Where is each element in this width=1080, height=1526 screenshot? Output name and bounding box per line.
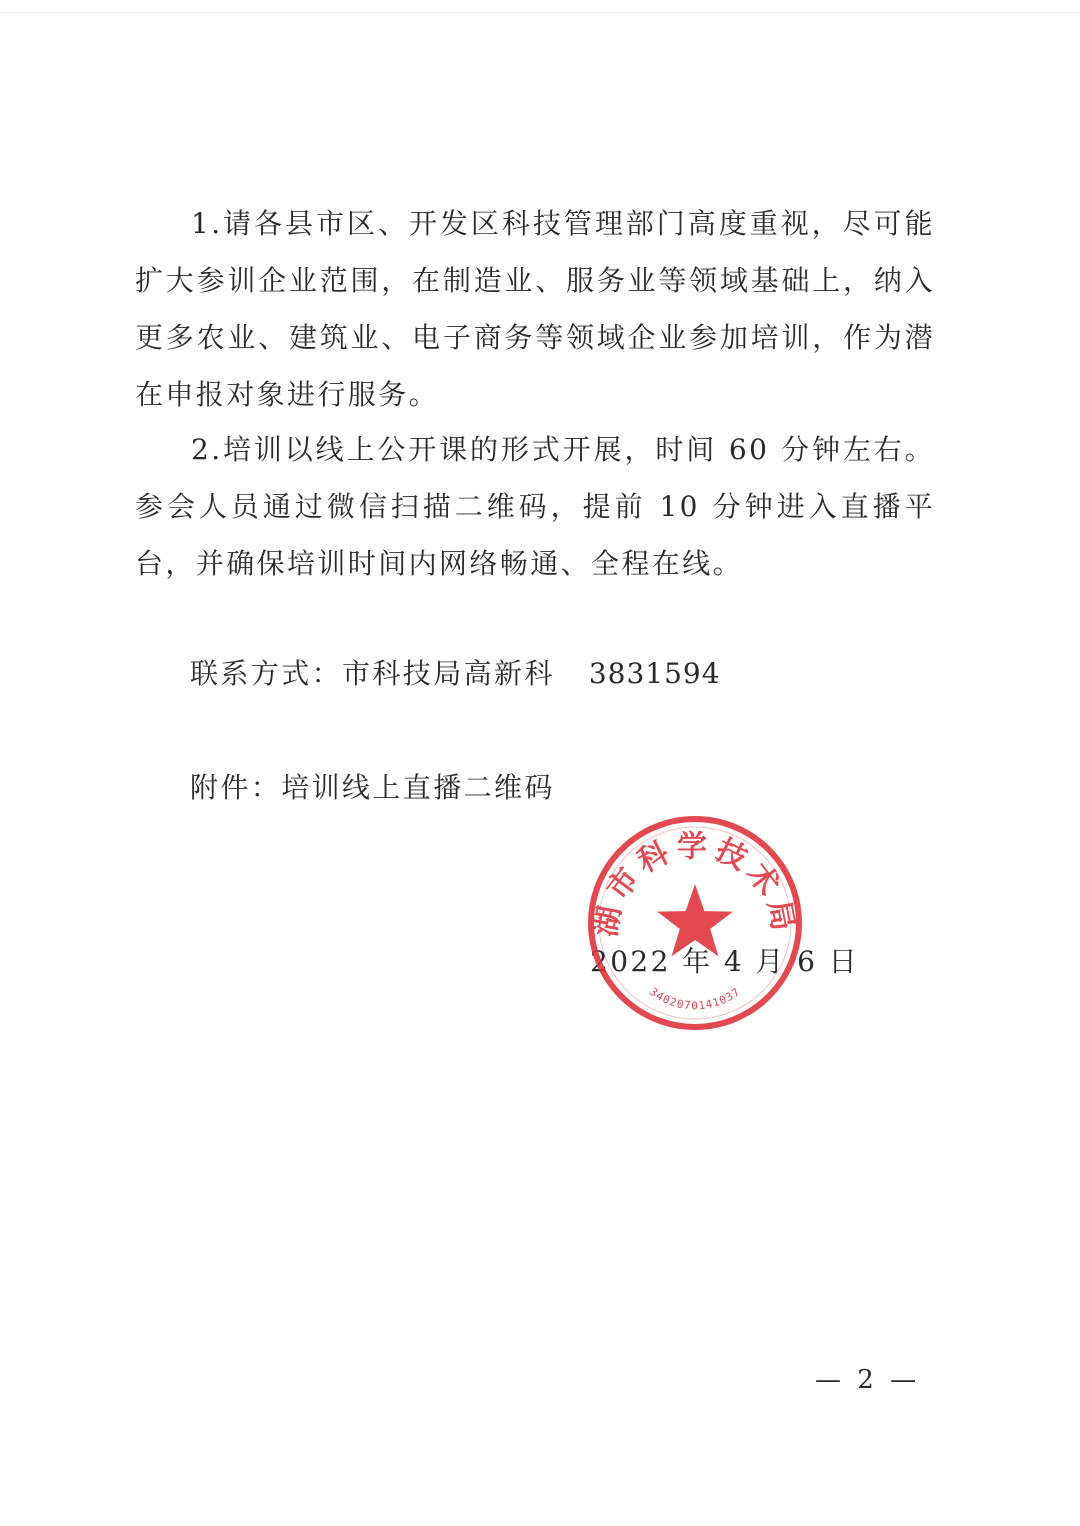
paragraph-2: 2.培训以线上公开课的形式开展，时间 60 分钟左右。参会人员通过微信扫描二维码，提前 10 分钟进入直播平台，并确保培训时间内网络畅通、全程在线。 bbox=[135, 433, 935, 580]
contact-phone: 3831594 bbox=[588, 657, 721, 690]
official-seal bbox=[584, 812, 806, 1034]
signature-date: 2022 年 4 月 6 日 bbox=[590, 945, 859, 978]
seal-org-text: 湖市科学技术局 bbox=[588, 829, 802, 940]
seal-code-text: 3402070141037 bbox=[647, 985, 743, 1013]
attachment-line: 附件：培训线上直播二维码 bbox=[190, 771, 555, 804]
page-number: — 2 — bbox=[815, 1365, 921, 1395]
contact-label: 联系方式：市科技局高新科 bbox=[190, 657, 555, 690]
seal-star-icon bbox=[657, 884, 733, 956]
scan-edge-line bbox=[0, 12, 1080, 13]
paragraph-1: 1.请各县市区、开发区科技管理部门高度重视，尽可能扩大参训企业范围，在制造业、服务业等领域基础上，纳入更多农业、建筑业、电子商务等领域企业参加培训，作为潜在申报对象进行服务。 bbox=[135, 207, 935, 411]
seal-graphic bbox=[584, 812, 806, 1034]
contact-line bbox=[190, 654, 721, 694]
